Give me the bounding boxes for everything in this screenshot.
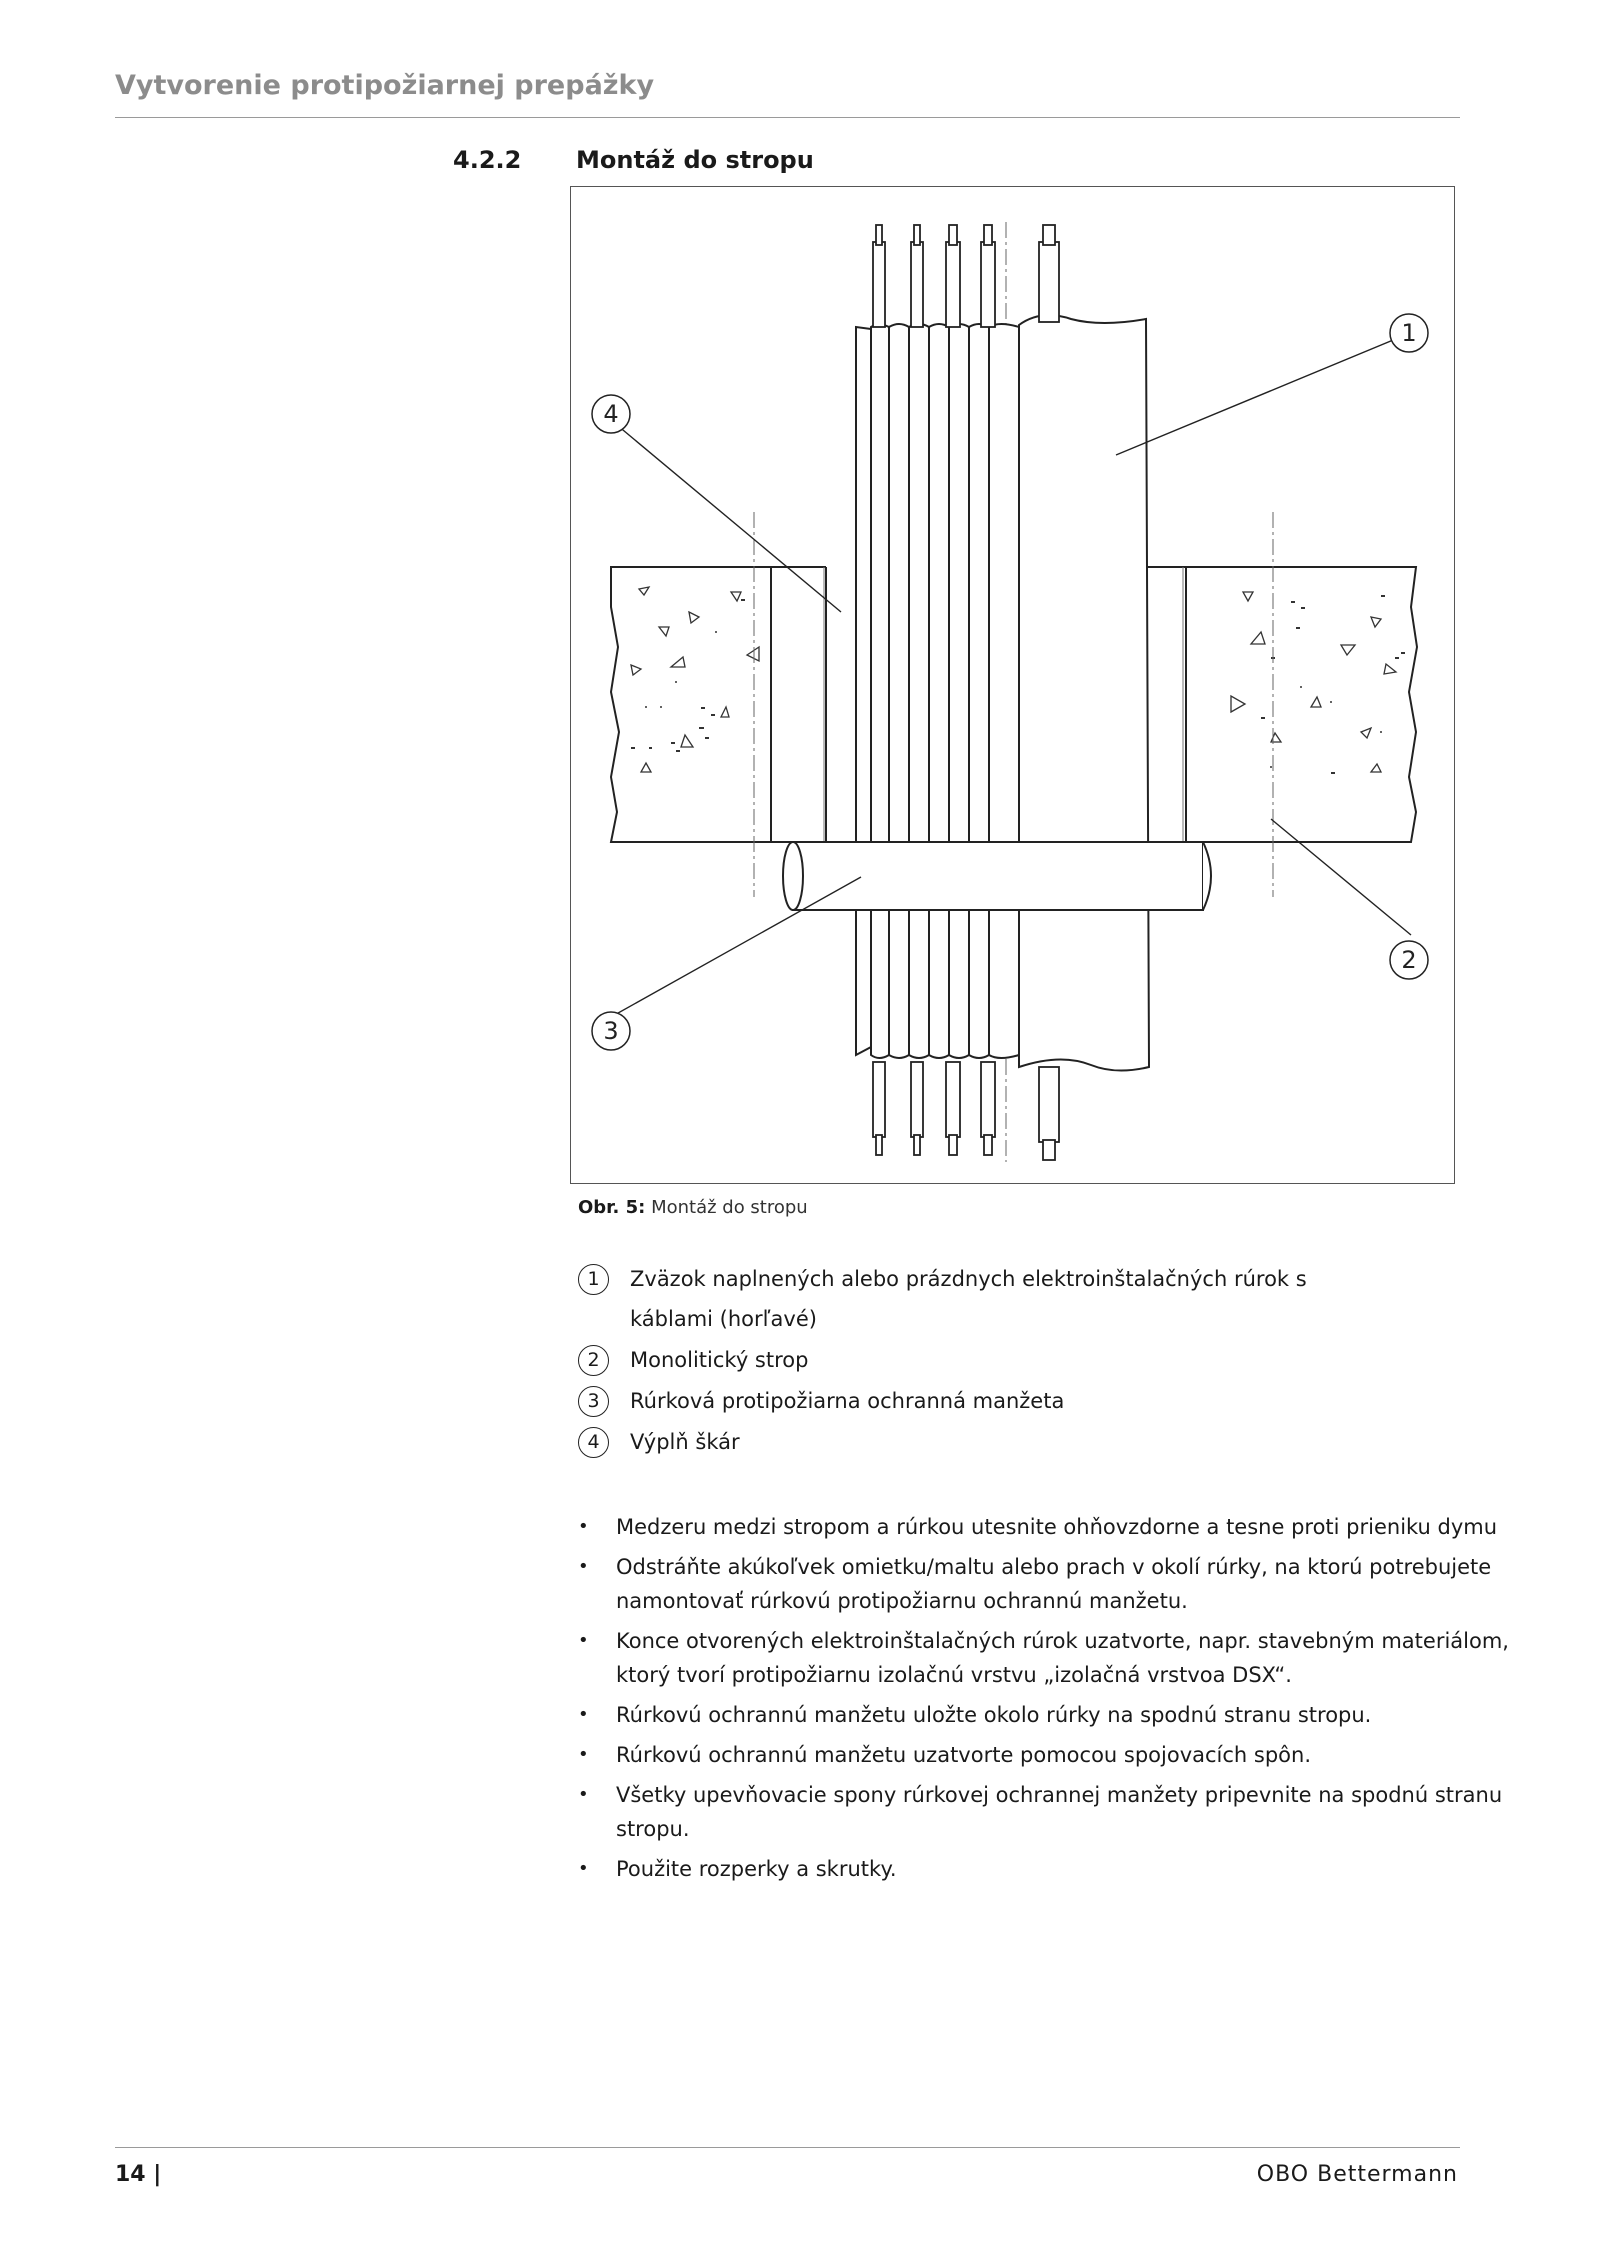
svg-text:1: 1 (1401, 319, 1417, 347)
instruction-item (576, 1698, 1556, 1732)
legend-item (578, 1427, 1438, 1468)
callout-2 (1390, 941, 1428, 979)
instruction-text: Konce otvorených elektroinštalačných rúrok uzatvorte, napr. stavebným materiálom, ktorý tvorí protipožiarnu izolačnú vrstvu „izolačná vrstvoa DSX“. (616, 1629, 1509, 1687)
cables-top (873, 225, 1059, 327)
instruction-text: Medzeru medzi stropom a rúrkou utesnite ohňovzdorne a tesne proti prieniku dymu (616, 1515, 1498, 1539)
conduit-bundle (856, 315, 1149, 1070)
legend-text: Rúrková protipožiarna ochranná manžeta (630, 1389, 1065, 1413)
instruction-list (576, 1510, 1556, 1892)
bullet-icon: • (578, 1556, 589, 1577)
callout-4 (592, 395, 630, 433)
legend-item (578, 1264, 1438, 1345)
legend-number: 1 (578, 1264, 609, 1295)
bullet-icon: • (578, 1704, 589, 1725)
bullet-icon: • (578, 1784, 589, 1805)
section-title: Montáž do stropu (576, 146, 814, 174)
bullet-icon: • (578, 1858, 589, 1879)
instruction-text: Všetky upevňovacie spony rúrkovej ochrannej manžety pripevnite na spodnú stranu stropu. (616, 1783, 1503, 1841)
legend-text: Výplň škár (630, 1430, 740, 1454)
figure-ceiling-mounting (570, 186, 1455, 1184)
legend-number: 3 (578, 1386, 609, 1417)
footer-brand: OBO Bettermann (1256, 2162, 1458, 2187)
legend-text: Zväzok naplnených alebo prázdnych elektroinštalačných rúrok s káblami (horľavé) (630, 1267, 1307, 1331)
svg-text:3: 3 (603, 1017, 619, 1045)
svg-text:2: 2 (1401, 946, 1417, 974)
figure-legend (578, 1264, 1438, 1468)
header-rule (115, 117, 1460, 118)
legend-number: 4 (578, 1427, 609, 1458)
instruction-item (576, 1738, 1556, 1772)
instruction-item (576, 1624, 1556, 1692)
page-number: 14 | (115, 2162, 162, 2187)
ceiling-slab-left (611, 567, 826, 842)
instruction-item (576, 1852, 1556, 1886)
caption-label: Obr. 5: (578, 1197, 646, 1218)
instruction-text: Použite rozperky a skrutky. (616, 1857, 897, 1881)
instruction-text: Odstráňte akúkoľvek omietku/maltu alebo prach v okolí rúrky, na ktorú potrebujete namontovať rúrkovú protipožiarnu ochrannú manžetu. (616, 1555, 1492, 1613)
instruction-item (576, 1510, 1556, 1544)
bullet-icon: • (578, 1744, 589, 1765)
bullet-icon: • (578, 1516, 589, 1537)
section-number: 4.2.2 (453, 146, 522, 174)
instruction-item (576, 1778, 1556, 1846)
instruction-text: Rúrkovú ochrannú manžetu uložte okolo rúrky na spodnú stranu stropu. (616, 1703, 1372, 1727)
footer-rule (115, 2147, 1460, 2148)
bullet-icon: • (578, 1630, 589, 1651)
callout-3 (592, 1012, 630, 1050)
diagram-ceiling-penetration (571, 187, 1456, 1185)
legend-item (578, 1386, 1438, 1427)
cables-bottom (873, 1062, 1059, 1160)
svg-text:4: 4 (603, 400, 619, 428)
figure-caption (578, 1197, 808, 1218)
header-title: Vytvorenie protipožiarnej prepážky (115, 70, 655, 101)
legend-number: 2 (578, 1345, 609, 1376)
legend-text: Monolitický strop (630, 1348, 809, 1372)
legend-item (578, 1345, 1438, 1386)
ceiling-slab-right (1146, 567, 1417, 842)
instruction-text: Rúrkovú ochrannú manžetu uzatvorte pomocou spojovacích spôn. (616, 1743, 1312, 1767)
instruction-item (576, 1550, 1556, 1618)
caption-text: Montáž do stropu (651, 1197, 808, 1218)
protection-collar (783, 842, 1211, 910)
callout-1 (1390, 314, 1428, 352)
